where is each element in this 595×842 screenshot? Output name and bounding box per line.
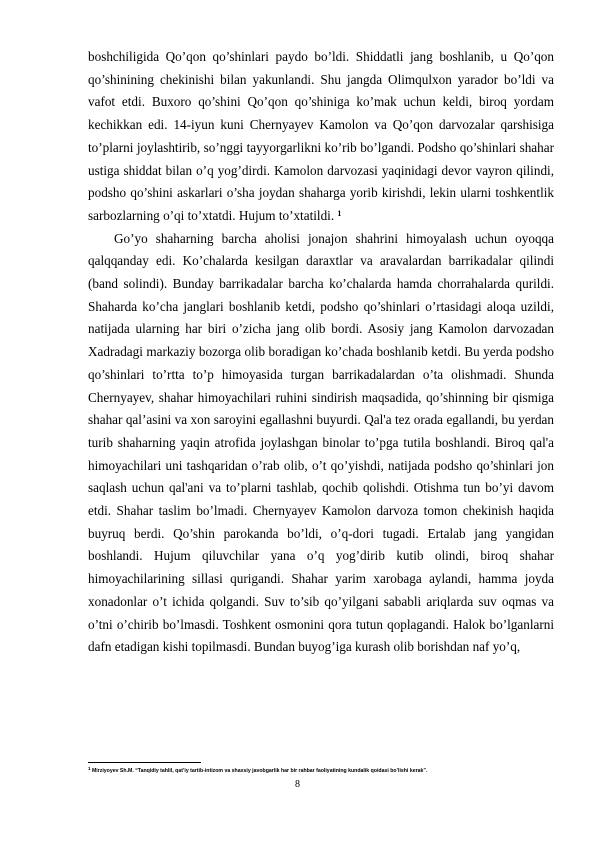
footnote-marker: 1 (88, 766, 91, 771)
paragraph-text: boshchiligida Qo’qon qo’shinlari paydo bo’ldi. Shiddatli jang boshlanib, u Qo’qon qo’shinining chekinishi bilan yakunlandi. Shu jangda Olimqulxon yarador bo’ldi va vafot etdi. Buxoro qo’shini Qo’qon qo’shiniga ko’mak uchun keldi, biroq yordam kechikkan edi. 14-iyun kuni Chernyayev Kamolon va Qo’qon darvozalar qarshisiga to’plarni joylashtirib, so’nggi tayyorgarlikni ko’rib bo’lgandi. Podsho qo’shinlari shahar ustiga shiddat bilan o’q yog’dirdi. Kamolon darvozasi yaqinidagi devor vayron qilindi, podsho qo’shini askarlari o’sha joydan shaharga yorib kirishdi, lekin ularni toshkentlik sarbozlarning o’qi to’xtatdi. Hujum to’xtatildi. (88, 49, 554, 223)
footnote-separator (88, 762, 201, 763)
footnote-text: Mirziyoyev Sh.M. “Tanqidiy tahlil, qat’iy tartib-intizom va shaxsiy javobgarlik har bir rahbar faoliyatining kundalik qoidasi bo’lishi kerak”. (91, 768, 428, 774)
body-text (88, 46, 554, 659)
page-number: 8 (295, 779, 300, 790)
footnote (88, 767, 558, 775)
footnote-reference[interactable]: 1 (337, 208, 342, 218)
paragraph (88, 46, 554, 228)
paragraph: Go’yo shaharning barcha aholisi jonajon shahrini himoyalash uchun oyoqqa qalqqanday edi. Ko’chalarda kesilgan daraxtlar va aravalardan barrikadalar qilindi (band solindi). Bunday barrikadalar barcha ko’chalarda hamda chorrahalarda qurildi. Shaharda ko’cha janglari boshlanib ketdi, podsho qo’shinlari o’rtasidagi aloqa uzildi, natijada ularning har biri o’zicha jang olib bordi. Asosiy jang Kamolon darvozadan Xadradagi markaziy bozorga olib boradigan ko’chada boshlanib ketdi. Bu yerda podsho qo’shinlari to’rtta to’p himoyasida turgan barrikadalardan o’ta olishmadi. Shunda Chernyayev, shahar himoyachilari ruhini sindirish maqsadida, qo’shinning bir qismiga shahar qal’asini va xon saroyini egallashni buyurdi. Qal'a tez orada egallandi, bu yerdan turib shaharning yaqin atrofida joylashgan binolar to’pga tutila boshlandi. Biroq qal'a himoyachilari uni tashqaridan o’rab olib, o’t qo’yishdi, natijada podsho qo’shinlari jon saqlash uchun qal'ani va to’plarni tashlab, qochib qolishdi. Otishma tun bo’yi davom etdi. Shahar taslim bo’lmadi. Chernyayev Kamolon darvoza tomon chekinish haqida buyruq berdi. Qo’shin parokanda bo’ldi, o’q-dori tugadi. Ertalab jang yangidan boshlandi. Hujum qiluvchilar yana o’q yog’dirib kutib olindi, biroq shahar himoyachilarining sillasi qurigandi. Shahar yarim xarobaga aylandi, hamma joyda xonadonlar o’t ichida qolgandi. Suv to’sib qo’yilgani sababli ariqlarda suv oqmas va o’tni o’chirib bo’lmasdi. Toshkent osmonini qora tutun qoplagandi. Halok bo’lganlarni dafn etadigan kishi topilmasdi. Bundan buyog’iga kurash olib borishdan naf yo’q, (88, 230, 554, 655)
